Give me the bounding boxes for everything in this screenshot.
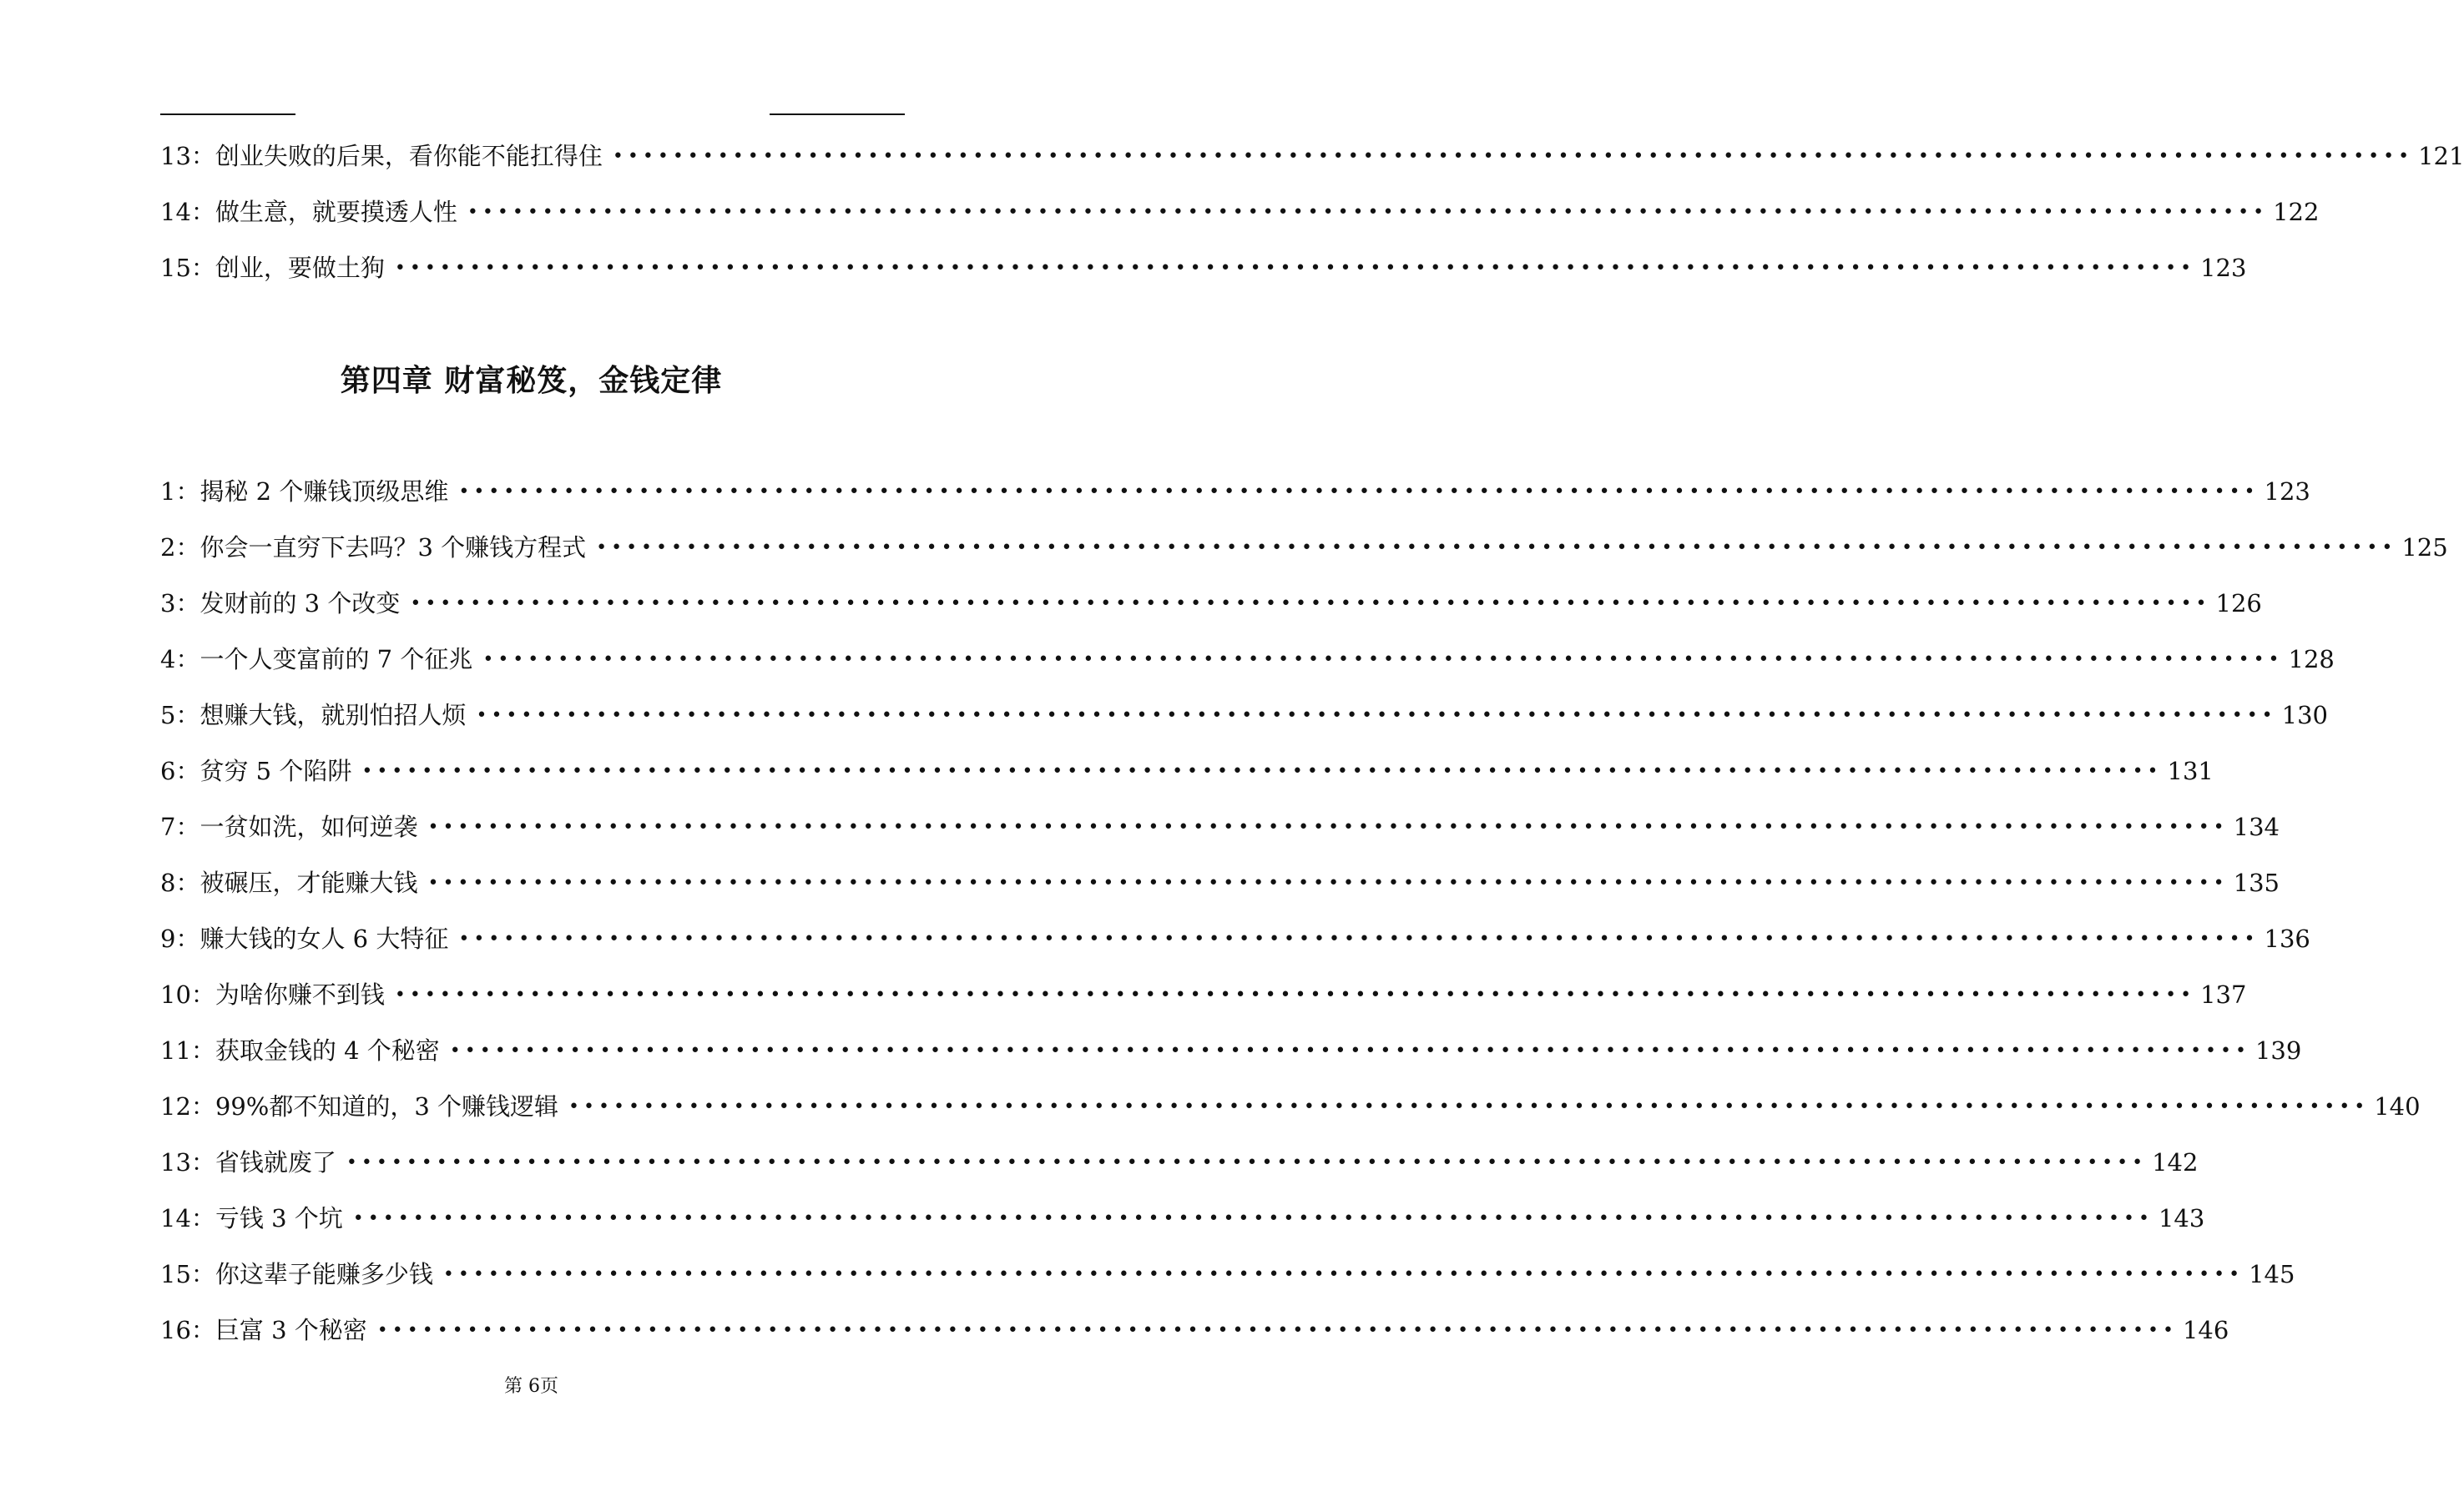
toc-entry-page: 136 — [2264, 925, 2310, 953]
toc-entry-title: 99%都不知道的，3 个赚钱逻辑 — [215, 1092, 559, 1121]
toc-entry-page: 123 — [2264, 477, 2310, 506]
toc-entry-title: 揭秘 2 个赚钱顶级思维 — [199, 477, 449, 506]
toc-entry-number: 1： — [160, 477, 200, 506]
toc-entry-page: 130 — [2281, 701, 2329, 729]
toc-entry[interactable] — [160, 240, 2247, 296]
toc-entry-title: 一个人变富前的 7 个征兆 — [199, 645, 473, 673]
page-number: 第 6页 — [504, 1376, 558, 1397]
toc-entry-title: 赚大钱的女人 6 大特征 — [199, 925, 449, 953]
toc-entry-number: 11： — [160, 1036, 215, 1065]
toc-entry[interactable] — [160, 632, 2335, 688]
toc-list-chapter-four — [160, 464, 2448, 1358]
toc-entry-title: 为啥你赚不到钱 — [215, 980, 385, 1009]
toc-entry-page: 143 — [2158, 1204, 2205, 1232]
toc-entry[interactable] — [160, 1191, 2205, 1247]
toc-entry-page: 122 — [2273, 198, 2320, 226]
toc-entry-page: 146 — [2182, 1316, 2229, 1344]
toc-dot-leader: •••••••••••••••••••••••••••••••••••••••••••••••••••••••••••••••••••••••••••••••••••••••••••••••••••••••••••••••••••••••• — [352, 1208, 2153, 1229]
toc-dot-leader: •••••••••••••••••••••••••••••••••••••••••••••••••••••••••••••••••••••••••••••••••••••••••••••••••••••••••••••••••••••••• — [427, 873, 2229, 894]
toc-entry-number: 10： — [160, 980, 215, 1009]
toc-entry-title: 做生意，就要摸透人性 — [215, 198, 457, 226]
toc-dot-leader: •••••••••••••••••••••••••••••••••••••••••••••••••••••••••••••••••••••••••••••••••••••••••••••••••••••••••••••••••••••••• — [376, 1320, 2178, 1341]
toc-entry-page: 131 — [2167, 757, 2214, 785]
toc-entry-title: 亏钱 3 个坑 — [215, 1204, 343, 1232]
toc-entry-title: 你会一直穷下去吗？3 个赚钱方程式 — [199, 533, 587, 562]
toc-entry[interactable] — [160, 1303, 2229, 1358]
toc-entry-number: 16： — [160, 1316, 215, 1344]
toc-entry-number: 4： — [160, 645, 200, 673]
toc-entry-title: 一贫如洗，如何逆袭 — [199, 813, 418, 841]
toc-entry-number: 13： — [160, 142, 215, 170]
toc-entry-number: 2： — [160, 533, 200, 562]
toc-entry-title: 获取金钱的 4 个秘密 — [215, 1036, 440, 1065]
chapter-heading: 第四章 财富秘笈，金钱定律 — [340, 364, 723, 398]
toc-entry-title: 省钱就废了 — [215, 1148, 336, 1177]
toc-entry-page: 139 — [2254, 1036, 2302, 1065]
toc-entry-title: 巨富 3 个秘密 — [215, 1316, 367, 1344]
toc-dot-leader: •••••••••••••••••••••••••••••••••••••••••••••••••••••••••••••••••••••••••••••••••••••••••••••••••••••••••••••••••••••••• — [346, 1152, 2148, 1173]
toc-entry-page: 142 — [2152, 1148, 2199, 1177]
toc-dot-leader: •••••••••••••••••••••••••••••••••••••••••••••••••••••••••••••••••••••••••••••••••••••••••••••••••••••••••••••••••••••••• — [449, 1041, 2250, 1061]
header-rule-left — [160, 113, 295, 115]
toc-dot-leader: •••••••••••••••••••••••••••••••••••••••••••••••••••••••••••••••••••••••••••••••••••••••••••••••••••••••••••••••••••••••• — [361, 761, 2163, 782]
toc-dot-leader: •••••••••••••••••••••••••••••••••••••••••••••••••••••••••••••••••••••••••••••••••••••••••••••••••••••••••••••••••••••••• — [458, 929, 2260, 950]
header-rule-right — [770, 113, 905, 115]
toc-entry-page: 121 — [2418, 142, 2464, 170]
toc-entry-number: 9： — [160, 925, 200, 953]
toc-dot-leader: •••••••••••••••••••••••••••••••••••••••••••••••••••••••••••••••••••••••••••••••••••••••••••••••••••••••••••••••••••••••• — [568, 1096, 2370, 1117]
toc-entry-title: 想赚大钱，就别怕招人烦 — [199, 701, 467, 729]
toc-entry-number: 7： — [160, 813, 200, 841]
toc-entry[interactable] — [160, 129, 2464, 184]
toc-entry-title: 你这辈子能赚多少钱 — [215, 1260, 433, 1288]
toc-entry[interactable] — [160, 1247, 2295, 1303]
toc-entry-page: 126 — [2215, 589, 2262, 617]
toc-entry-number: 15： — [160, 1260, 215, 1288]
toc-dot-leader: •••••••••••••••••••••••••••••••••••••••••••••••••••••••••••••••••••••••••••••••••••••••••••••••••••••••••••••••••••••••• — [458, 481, 2260, 502]
toc-dot-leader: •••••••••••••••••••••••••••••••••••••••••••••••••••••••••••••••••••••••••••••••••••••••••••••••••••••••••••••••••••••••• — [482, 649, 2284, 670]
toc-entry-title: 创业失败的后果，看你能不能扛得住 — [215, 142, 603, 170]
toc-entry-number: 5： — [160, 701, 200, 729]
toc-entry-title: 创业，要做土狗 — [215, 254, 385, 282]
toc-entry-number: 14： — [160, 1204, 215, 1232]
toc-entry[interactable] — [160, 464, 2310, 520]
toc-entry-page: 140 — [2374, 1092, 2421, 1121]
toc-entry-number: 8： — [160, 869, 200, 897]
toc-dot-leader: •••••••••••••••••••••••••••••••••••••••••••••••••••••••••••••••••••••••••••••••••••••••••••••••••••••••••••••••••••••••• — [442, 1264, 2244, 1285]
toc-entry-number: 6： — [160, 757, 200, 785]
toc-entry[interactable] — [160, 184, 2320, 240]
toc-entry[interactable] — [160, 799, 2280, 855]
toc-entry-page: 135 — [2233, 869, 2280, 897]
toc-entry[interactable] — [160, 1023, 2302, 1079]
toc-entry-number: 12： — [160, 1092, 215, 1121]
toc-entry[interactable] — [160, 520, 2448, 576]
toc-entry[interactable] — [160, 576, 2262, 632]
toc-entry-number: 13： — [160, 1148, 215, 1177]
toc-dot-leader: •••••••••••••••••••••••••••••••••••••••••••••••••••••••••••••••••••••••••••••••••••••••••••••••••••••••••••••••••••••••• — [476, 705, 2277, 726]
toc-dot-leader: •••••••••••••••••••••••••••••••••••••••••••••••••••••••••••••••••••••••••••••••••••••••••••••••••••••••••••••••••••••••• — [394, 258, 2196, 279]
toc-dot-leader: •••••••••••••••••••••••••••••••••••••••••••••••••••••••••••••••••••••••••••••••••••••••••••••••••••••••••••••••••••••••• — [596, 537, 2397, 558]
toc-entry-title: 发财前的 3 个改变 — [199, 589, 401, 617]
toc-entry-page: 134 — [2233, 813, 2280, 841]
toc-dot-leader: •••••••••••••••••••••••••••••••••••••••••••••••••••••••••••••••••••••••••••••••••••••••••••••••••••••••••••••••••••••••• — [427, 817, 2229, 838]
toc-entry[interactable] — [160, 967, 2247, 1023]
toc-entry-number: 3： — [160, 589, 200, 617]
toc-dot-leader: •••••••••••••••••••••••••••••••••••••••••••••••••••••••••••••••••••••••••••••••••••••••••••••••••••••••••••••••••••••••• — [612, 146, 2414, 167]
toc-entry[interactable] — [160, 688, 2329, 743]
toc-dot-leader: •••••••••••••••••••••••••••••••••••••••••••••••••••••••••••••••••••••••••••••••••••••••••••••••••••••••••••••••••••••••• — [394, 985, 2196, 1006]
toc-entry[interactable] — [160, 855, 2280, 911]
toc-entry[interactable] — [160, 743, 2214, 799]
toc-list-previous-chapter — [160, 129, 2464, 296]
toc-entry-title: 被碾压，才能赚大钱 — [199, 869, 418, 897]
toc-entry-page: 128 — [2288, 645, 2335, 673]
toc-entry-number: 15： — [160, 254, 215, 282]
toc-entry[interactable] — [160, 911, 2310, 967]
toc-entry-page: 125 — [2401, 533, 2448, 562]
toc-entry[interactable] — [160, 1079, 2421, 1135]
toc-entry-number: 14： — [160, 198, 215, 226]
toc-entry-page: 123 — [2200, 254, 2247, 282]
toc-entry[interactable] — [160, 1135, 2199, 1191]
toc-entry-page: 145 — [2249, 1260, 2295, 1288]
toc-entry-title: 贫穷 5 个陷阱 — [199, 757, 352, 785]
toc-dot-leader: •••••••••••••••••••••••••••••••••••••••••••••••••••••••••••••••••••••••••••••••••••••••••••••••••••••••••••••••••••••••• — [467, 202, 2269, 223]
toc-dot-leader: •••••••••••••••••••••••••••••••••••••••••••••••••••••••••••••••••••••••••••••••••••••••••••••••••••••••••••••••••••••••• — [410, 593, 2211, 614]
toc-entry-page: 137 — [2200, 980, 2247, 1009]
